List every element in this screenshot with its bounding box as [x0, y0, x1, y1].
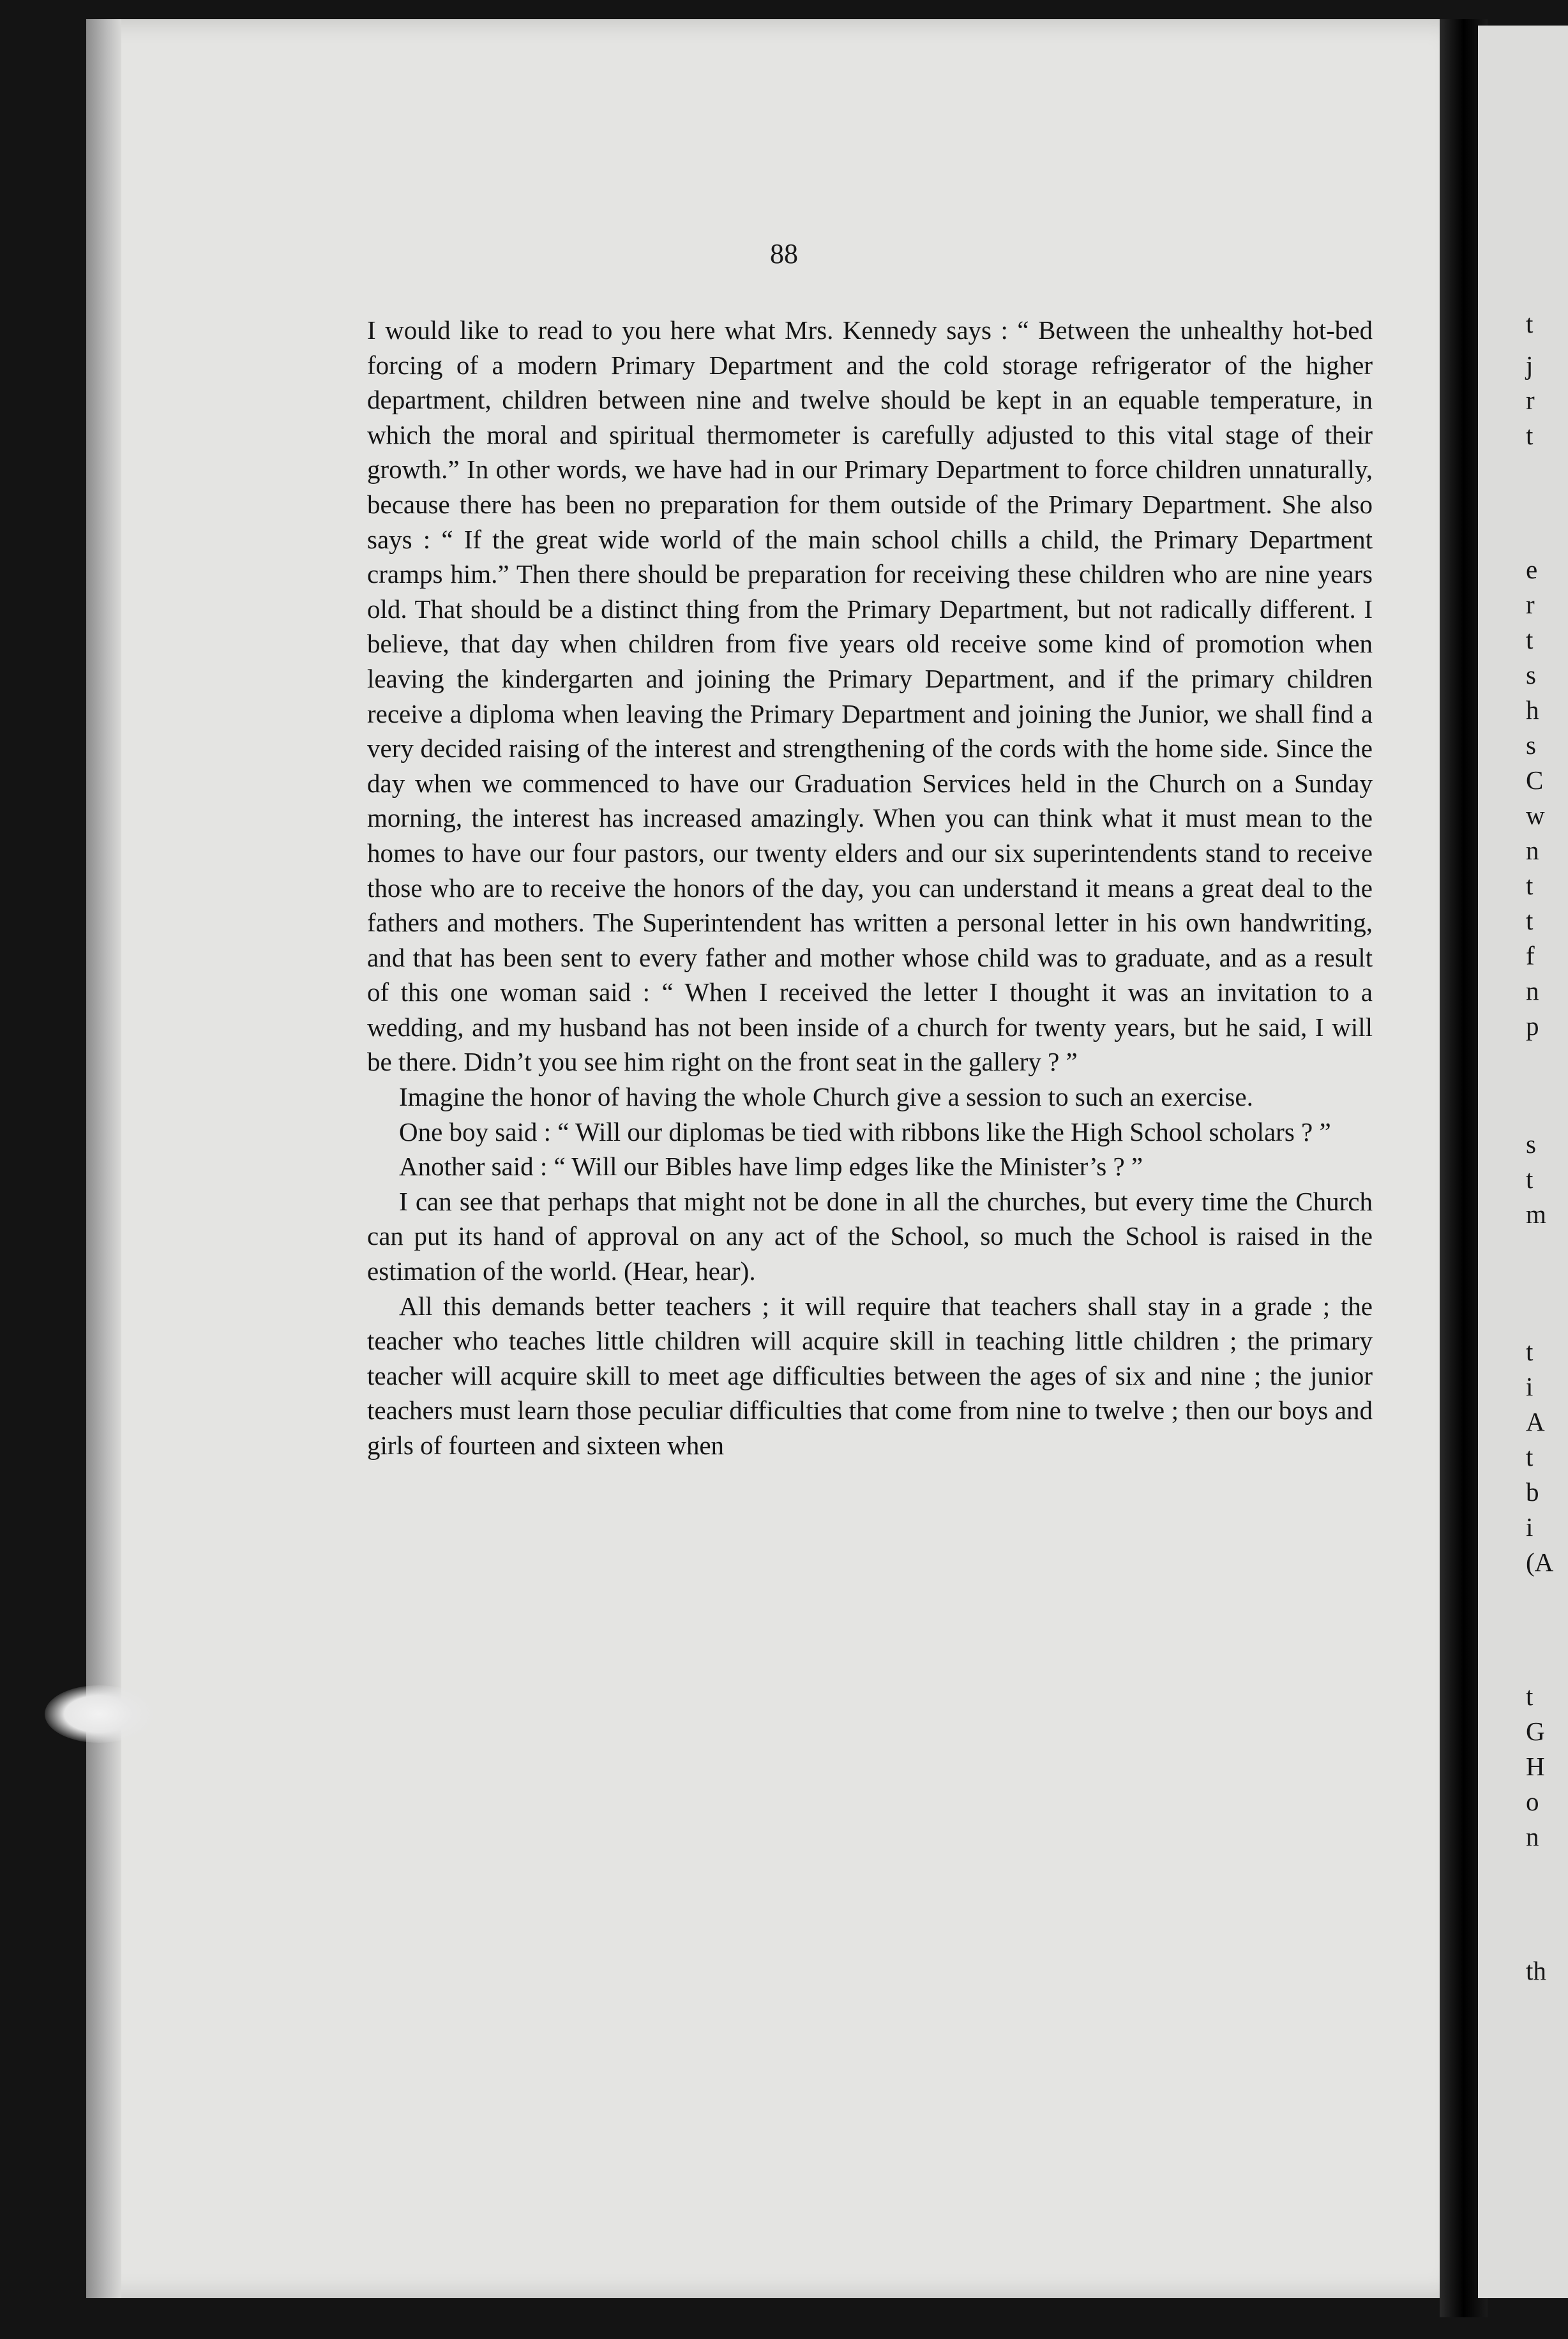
facing-page-fragment: t: [1526, 871, 1534, 900]
facing-page-fragment: t: [1526, 1164, 1534, 1194]
paragraph-another-said: Another said : “ Will our Bibles have limp edges like the Minister’s ? ”: [399, 1152, 1143, 1182]
facing-page-fragment: H: [1526, 1752, 1545, 1781]
facing-page-fragment: m: [1526, 1200, 1546, 1229]
paragraph-church-approval: I can see that perhaps that might not be done in all the churches, but every time the Church can put its hand of approval on any act of the School, so much the School is raised in the estimation of the world. (Hear, hear).: [367, 1186, 1373, 1286]
facing-page-edge: [1478, 26, 1568, 2298]
facing-page-fragment: (A: [1526, 1547, 1554, 1577]
facing-page-fragment: C: [1526, 765, 1544, 795]
facing-page-fragment: n: [1526, 836, 1539, 865]
paragraph-imagine-honor: Imagine the honor of having the whole Church give a session to such an exercise.: [399, 1082, 1253, 1112]
facing-page-fragment: t: [1526, 625, 1534, 654]
facing-page-fragment: f: [1526, 941, 1535, 970]
facing-page-fragment: h: [1526, 695, 1539, 725]
facing-page-fragment: t: [1526, 906, 1534, 935]
facing-page-fragment: p: [1526, 1011, 1539, 1041]
facing-page-fragment: w: [1526, 801, 1545, 830]
facing-page-fragment: i: [1526, 1372, 1534, 1401]
facing-page-fragment: t: [1526, 309, 1534, 338]
binding-edge: [86, 19, 121, 2298]
facing-page-fragment: A: [1526, 1407, 1545, 1436]
facing-page-fragment: t: [1526, 1442, 1534, 1471]
page-body-text: [367, 313, 1373, 1463]
facing-page-fragment: G: [1526, 1717, 1545, 1746]
facing-page-fragment: r: [1526, 386, 1535, 415]
paragraph-better-teachers: All this demands better teachers ; it will require that teachers shall stay in a grade ; the teacher who teaches little children will acquire skill in teaching little children ; the primary teacher will acquire skill to meet age difficulties between the ages of six and nine ; the junior teachers must learn those peculiar difficulties that come from nine to twelve ; then our boys and girls of fourteen and sixteen when: [367, 1291, 1373, 1460]
facing-page-fragment: n: [1526, 976, 1539, 1005]
scan-smudge: [45, 1685, 153, 1743]
paragraph-kennedy-quote: I would like to read to you here what Mrs. Kennedy says : “ Between the unhealthy hot-bed forcing of a modern Primary Department and the cold storage refrigerator of the higher department, children between nine and twelve should be kept in an equable temperature, in which the moral and spiritual thermometer is carefully adjusted to this vital stage of their growth.” In other words, we have had in our Primary Department to force children unnaturally, because there has been no preparation for them outside of the Primary Department. She also says : “ If the great wide world of the main school chills a child, the Primary Department cramps him.” Then there should be preparation for receiving these children who are nine years old. That should be a distinct thing from the Primary Department, but not radically different. I believe, that day when children from five years old receive some kind of promotion when leaving the kindergarten and joining the Primary Department, and if the primary children receive a diploma when leaving the Primary Department and joining the Junior, we shall find a very decided raising of the interest and strengthening of the cords with the home side. Since the day when we commenced to have our Graduation Services held in the Church on a Sunday morning, the interest has increased amazingly. When you can think what it must mean to the homes to have our four pastors, our twenty elders and our six superintendents stand to receive those who are to receive the honors of the day, you can understand it means a great deal to the fathers and mothers. The Superintendent has written a personal letter in his own handwriting, and that has been sent to every father and mother whose child was to graduate, and as a result of this one woman said : “ When I received the letter I thought it was an invitation to a wedding, and my husband has not been inside of a church for twenty years, but he said, I will be there. Didn’t you see him right on the front seat in the gallery ? ”: [367, 315, 1373, 1077]
facing-page-fragment: b: [1526, 1477, 1539, 1507]
facing-page-fragment: th: [1526, 1956, 1546, 1985]
facing-page-fragment: o: [1526, 1787, 1539, 1816]
facing-page-fragment: t: [1526, 421, 1534, 450]
facing-page-fragment: t: [1526, 1337, 1534, 1366]
paragraph-boy-said: One boy said : “ Will our diplomas be tied with ribbons like the High School scholars ? ”: [399, 1117, 1331, 1147]
facing-page-fragment: n: [1526, 1822, 1539, 1851]
facing-page-fragment: s: [1526, 730, 1536, 760]
facing-page-fragment: s: [1526, 1129, 1536, 1159]
facing-page-fragment: t: [1526, 1681, 1534, 1711]
facing-page-fragment: e: [1526, 555, 1538, 584]
facing-page-fragment: i: [1526, 1512, 1534, 1542]
facing-page-fragment: r: [1526, 590, 1535, 619]
facing-page-fragment: j: [1526, 350, 1534, 380]
facing-page-fragment: s: [1526, 660, 1536, 689]
page-number: 88: [770, 238, 798, 269]
